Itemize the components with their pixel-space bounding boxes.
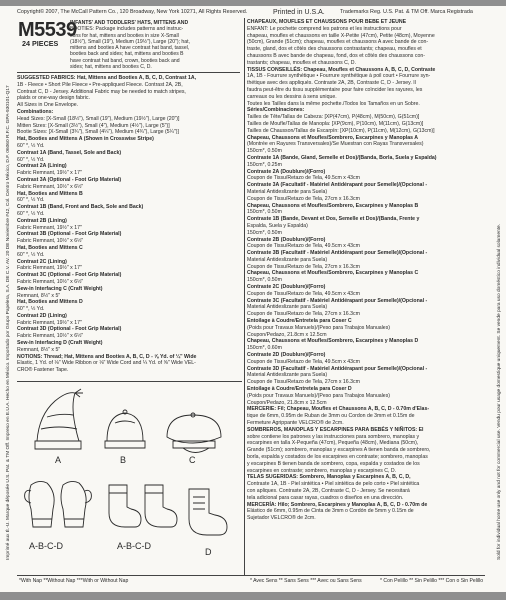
translation-line: 150cm*, 0.50m [247,148,282,155]
translation-line: thétique avec des appliqués. Contraste 2A, 2B, Contraste C, D - Jersey. Il [247,80,416,87]
intro-block [70,20,240,72]
yardage-line: Hat, Booties and Mittens D [17,299,83,306]
yardage-line: Hat, Booties and Mittens A (Shown in Crosswise Stripe) [17,136,154,143]
yardage-line: Fabric Remnant, 10½" x 6½" [17,183,84,190]
translation-line: Contraste 3C (Facultatif - Matériel Antidérapant pour Semelle)/(Opcional - [247,297,428,304]
intro-line: tions for hat, mittens and booties in size X-Small [70,32,179,39]
translation-line: 150cm*, 0.50m [247,229,282,236]
translation-line: MERCERÍA: Hilo; Sombrero, Escarpines y Manoplas A, B, C, D - 0.70m de [247,501,428,508]
translation-line: Sujetador VELCRO® de 2cm. [247,515,316,522]
yardage-line: Combinations: [17,108,54,115]
intro-line: BOOTIES: Package includes patterns and instruc- [70,26,184,33]
translation-line: Coupon de Tissu/Retazo de Tela, 49.5cm x 43cm [247,358,360,365]
intro-line: mittens and booties A have contrast hat band, tassel, [70,45,190,51]
translation-line: Tailles de Chausson/Tallas de Escarpín: [XP(10cm), P(11cm), M(12cm), G(13cm)] [247,127,435,134]
translation-line: Contraste 2B (Doublure)/(Forro) [247,236,326,243]
yardage-line: CRO® Fastener Tape. [17,367,69,374]
yardage-line: Mitten Sizes: [X-Small (3½"), Small (4"), Medium (4½"), Large (5")] [17,122,170,129]
translation-line: escarpines en contraste; sombrero, manoplas y escarpines C, D. [247,467,397,474]
translation-line: Coupon/Pedazo, 21.8cm x 12.5cm [247,331,327,338]
copyright-text: Copyright© 2007, The McCall Pattern Co., 120 Broadway, New York 10271, All Rights Reserved. [17,9,248,15]
yardage-line: Contrast 3D (Optional - Foot Grip Material) [17,326,122,333]
translation-line: tique de 6mm, 0.95m de Ruban de 3mm ou Cordon de 3mm et 0.15m de [247,413,415,420]
yardage-line: 60" *, ½ Yd. [17,251,45,258]
yardage-line: Contrast 1B (Band, Front and Back, Sole and Back) [17,204,144,211]
view-label-d: D [205,547,212,557]
translation-line: Contraste 2D (Doublure)/(Forro) [247,352,326,359]
copyright-line [17,10,247,15]
right-side-legal-text: Sold for individual home use only and not for commercial use. Vendu pour usage domestique uniquement. Se vende para uso doméstico individual solamente. [497,224,502,560]
header-divider [17,72,240,73]
yardage-line: Elastic, 1 Yd. of ⅛" Wide Ribbon or ⅛" Wide Cord and ¼ Yd. of ⅝" Wide VEL- [17,360,196,367]
translation-line: Coupon de Tissu/Retazo de Tela, 27cm x 16.3cm [247,263,360,270]
intro-line: INFANTS' AND TODDLERS' HATS, MITTENS AND [70,20,189,26]
translation-line: Material Antideslizante para Suela) [247,304,328,311]
yardage-line: 60" *, ½ Yd. [17,210,45,217]
translation-line: chaussons B avec bande de chapeau, fond, dos et côtés des chaussons con- [247,52,425,59]
left-side-legal-text: Imprimé aux É.-U. Marque déposée U.S. Pat. & TM Off. Impreso en E.U.A. Hecho en México. Importado por Grupo Papelera, S.A. DE C.V. AV. 20 DE Noviembre #42, Col. Centro México, D.F. 06060 R.F.C. GPA-930101-Q17 [6,85,11,560]
views-divider [17,381,242,382]
view-b-hat-drawing [105,410,145,448]
translation-line: carreaux ou les dessins à sens unique. [247,93,337,100]
yardage-line: Fabric Remnant, 10½" x 6½" [17,278,84,285]
english-yardage-column [17,75,242,380]
translation-line: (Montrée en Rayures Transversales)/Se Muestran con Rayas Transversales) [247,141,424,148]
view-c-hat-drawing [167,413,221,453]
translation-line: Material Antideslizante para Suela) [247,188,328,195]
translation-line: TELAS SUGERIDAS: Sombrero, Manoplas y Escarpines A, B, C, D, [247,474,411,481]
translation-line: Toutes les Tailles dans la même pochette./Todos los Tamaños en un Sobre. [247,100,420,107]
translation-line: sobre contiene los patrones y las instrucciones para sombrero, manoplas y [247,433,420,440]
yardage-line: SUGGESTED FABRICS: Hat, Mittens and Booties A, B, C, D, Contrast 1A, [17,75,197,81]
intro-line: sides; hat, mittens and booties C, D. [70,63,152,70]
translation-line: Entoilage à Coudre/Entretela para Coser C [247,318,352,325]
translation-line: Contraste 1B (Bande, Devant et Dos, Semelle et Dos)/(Banda, Frente y [247,216,420,223]
translation-line: Chapeau, Chaussons et Moufles/Sombrero, Escarpines y Manoplas D [247,338,419,345]
yardage-line: plaids or one-way design fabric. [17,95,90,102]
printed-in-usa: Printed in U.S.A. [273,9,325,16]
view-d-bootie-drawing [189,489,227,535]
translation-line: Coupon de Tissu/Retazo de Tela, 27cm x 16.3cm [247,311,360,318]
translation-line: Grande (51cm); sombrero, manoplas y escarpines A tienen banda de sombrero, [247,447,431,454]
translation-line: Espalda, Suela y Espalda) [247,222,308,229]
bottom-band [0,592,506,600]
translation-line: 1A, 1B - Fourrure synthétique • Fourrure synthétique à poil court • Fourrure syn- [247,73,431,80]
yardage-line: Fabric Remnant, 10½" x 6½" [17,333,84,340]
top-band [0,0,506,6]
translation-line: Coupon de Tissu/Retazo de Tela, 49.5cm x 43cm [247,175,360,182]
intro-line: (18½"), Small (19"), Medium (19½"), Large (20"); hat, [70,38,190,45]
view-label-mittens: A-B-C-D [29,541,63,551]
translation-line: (50cm), Grande (51cm); chapeau, moufles et chaussons A avec bande de con- [247,39,429,46]
translation-line: Contraste 2A (Doublure)/(Forro) [247,168,326,175]
yardage-line: 60" *, ½ Yd. [17,156,45,163]
translation-line: Chapeau, Chaussons et Moufles/Sombrero, Escarpines y Manoplas C [247,270,419,277]
yardage-line: Bootie Sizes: [X-Small (3¾"), Small (4¼"), Medium (4¾"), Large (5¼")] [17,129,179,136]
yardage-line: Sew-in Interfacing C (Craft Weight) [17,285,103,292]
yardage-line: Remnant, 8½" x 5" [17,346,61,353]
translation-line: Coupon de Tissu/Retazo de Tela, 27cm x 16.3cm [247,379,360,386]
translation-line: Tailles de Tête/Tallas de Cabeza: [XP(47cm), P(48cm), M(50cm), G(51cm)] [247,114,420,121]
yardage-line: Contrast 2C (Lining) [17,258,67,265]
translation-line: con apliques. Contraste 2A, 2B, Contraste C, D - Jersey. Se necesitará [247,487,410,494]
yardage-line: Fabric Remnant, 19½" x 17" [17,265,82,272]
yardage-line: Contrast C, D - Jersey. Additional Fabric may be needed to match stripes, [17,88,186,95]
piece-count: 24 PIECES [22,39,59,48]
translation-line: Entoilage à Coudre/Entretela para Coser D [247,386,352,393]
yardage-line: Contrast 2B (Lining) [17,217,67,224]
yardage-line: Fabric Remnant, 19½" x 17" [17,170,82,177]
pattern-views-illustration [17,385,242,570]
translation-line: MERCERIE: Fil; Chapeau, Moufles et Chaussons A, B, C, D - 0.70m d'Elas- [247,406,430,413]
translation-line: SOMBREROS, MANOPLAS Y ESCARPINES PARA BEBÉS Y NIÑITOS: El [247,426,424,433]
translation-line: Contraste 3D (Facultatif - Matériel Antidérapant pour Semelle)/(Opcional - [247,365,428,372]
booties-drawing [109,485,177,527]
nap-note-fr: * Avec Sens ** Sans Sens *** Avec ou Sans Sens [250,578,362,584]
yardage-line: Hat, Booties and Mittens C [17,244,83,251]
yardage-line: Contrast 3C (Optional - Foot Grip Material) [17,272,122,279]
translation-line: chapeau, moufles et chaussons en taille X-Petite (47cm), Petite (48cm), Moyenne [247,32,435,39]
translation-line: Contraste 3B (Facultatif - Matériel Antidérapant pour Semelle)/(Opcional - [247,250,428,257]
yardage-line: Head Sizes: [X-Small (18½"), Small (19"), Medium (19½"), Large (20")] [17,115,180,122]
view-a-hat-drawing [35,389,83,449]
translation-line: Contraste 2C (Doublure)/(Forro) [247,284,326,291]
yardage-line: Contrast 2A (Lining) [17,163,67,170]
translation-line: (Poids pour Travaux Manuels)/(Peso para Trabajos Manuales) [247,324,391,331]
translation-line: TISSUS CONSEILLÉS: Chapeau, Moufles et Chaussons A, B, C, D, Contraste [247,66,436,73]
translation-line: Coupon/Pedazo, 21.8cm x 12.5cm [247,399,327,406]
translation-line: Elástico de 6mm, 0.95m de Cinta de 3mm o Cordón de 5mm y 0.15m de [247,508,414,515]
translation-line: faudra peut-être du tissu supplémentaire pour faire coïncider les rayures, les [247,86,423,93]
translation-line: Contraste 1A, 1B - Piel sintética • Piel sintética de pelo corto • Piel sintética [247,481,420,488]
intro-line: have contrast hat band, crown, booties back and [70,57,180,64]
view-label-b: B [120,455,127,465]
translation-line: Coupon de Tissu/Retazo de Tela, 27cm x 16.3cm [247,195,360,202]
translation-line: Material Antideslizante para Suela) [247,256,328,263]
column-divider [244,18,245,575]
translation-line: traste, gland, dos et côtés des chaussons contrastants; chapeau, moufles et [247,46,422,53]
intro-line: booties back and sides; hat, mittens and booties B [70,51,184,58]
yardage-line: Fabric Remnant, 19½" x 17" [17,224,82,231]
yardage-line: Hat, Booties and Mittens B [17,190,83,197]
translation-line: 150cm*, 0.50m [247,277,282,284]
translation-line: escarpines en talla X-Pequeña (47cm), Pequeña (48cm), Mediana (50cm), [247,440,419,447]
mittens-drawing [25,481,92,527]
translation-line: Material Antideslizante para Suela) [247,372,328,379]
translation-line: trastants; chapeau, moufles et chaussons C, D. [247,59,356,66]
pile-note: * Con Pelillo ** Sin Pelillo *** Con o Sin Pelillo [380,578,484,584]
translation-line: y escarpines B tienen banda de sombrero, copa, espalda y costados de los [247,460,420,467]
translation-line: 150cm*, 0.60m [247,345,282,352]
translation-line: Tailles de Moufle/Tallas de Manopla: [XP(9cm), P(10cm), M(11cm), G(13cm)] [247,120,424,127]
yardage-line: All Sizes in One Envelope. [17,102,79,109]
footer-divider [17,575,485,576]
view-label-booties: A-B-C-D [117,541,151,551]
yardage-line: Contrast 2D (Lining) [17,312,67,319]
translation-line: borla, espalda y costados de los escarpines en contraste; sombrero, manoplas [247,454,428,460]
translation-line: Coupon de Tissu/Retazo de Tela, 49.5cm x 43cm [247,243,360,250]
yardage-line: Sew-in Interfacing D (Craft Weight) [17,340,103,347]
yardage-line: Fabric Remnant, 19½" x 17" [17,319,82,326]
translation-line: tela adicional para casar rayas, cuadros o diseños en una dirección. [247,494,404,501]
yardage-line: Remnant, 8½" x 5" [17,292,61,299]
translation-line: Contraste 3A (Facultatif - Matériel Antidérapant pour Semelle)/(Opcional - [247,182,428,189]
translation-line: Coupon de Tissu/Retazo de Tela, 49.5cm x 43cm [247,290,360,297]
translation-line: 150cm*, 0.50m [247,209,282,216]
nap-note: *With Nap **Without Nap ***With or Without Nap [19,578,129,584]
translation-line: Séries/Combinaciones: [247,107,305,114]
view-label-a: A [55,455,62,465]
translation-line: 150cm*, 0.25m [247,161,282,168]
yardage-line: Fabric Remnant, 10½" x 6½" [17,238,84,245]
yardage-line: 60" *, ½ Yd. [17,197,45,204]
view-label-c: C [189,455,196,465]
pattern-number: M5539 [18,19,77,41]
translation-line: Chapeau, Chaussons et Moufles/Sombrero, Escarpines y Manoplas B [247,202,419,209]
yardage-line: Contrast 3B (Optional - Foot Grip Material) [17,231,122,238]
trademark-text: Trademarks Reg. U.S. Pat. & TM Off. Marca Registrada [340,9,473,15]
yardage-line: NOTIONS: Thread; Hat, Mittens and Booties A, B, C, D - ⅝ Yd. of ¼" Wide [17,353,197,360]
translation-line: (Poids pour Travaux Manuels)/(Peso para Trabajos Manuales) [247,392,391,399]
translation-line: Contraste 1A (Bande, Gland, Semelle et Dos)/(Banda, Borla, Suela y Espalda) [247,154,437,161]
translation-line: ENFANT: Le pochette comprend les patrons et les instructions pour [247,25,402,32]
yardage-line: 60" *, ½ Yd. [17,306,45,313]
translation-line: Chapeau, Chaussons et Moufles/Sombrero, Escarpines y Manoplas A [247,134,419,141]
translation-line: CHAPEAUX, MOUFLES ET CHAUSSONS POUR BÉBÉ ET JEUNE [247,19,407,25]
yardage-line: Contrast 1A (Band, Tassel, Sole and Back) [17,149,122,156]
yardage-line: 1B - Fleece • Short Pile Fleece • Pre-appliqued Fleece. Contrast 2A, 2B, [17,81,183,88]
yardage-line: Contrast 3A (Optional - Foot Grip Material) [17,176,122,183]
french-spanish-column [247,19,485,575]
yardage-line: 60" *, ½ Yd. [17,142,45,149]
translation-line: Fermeture Agrippante VELCRO® de 2cm. [247,420,344,427]
